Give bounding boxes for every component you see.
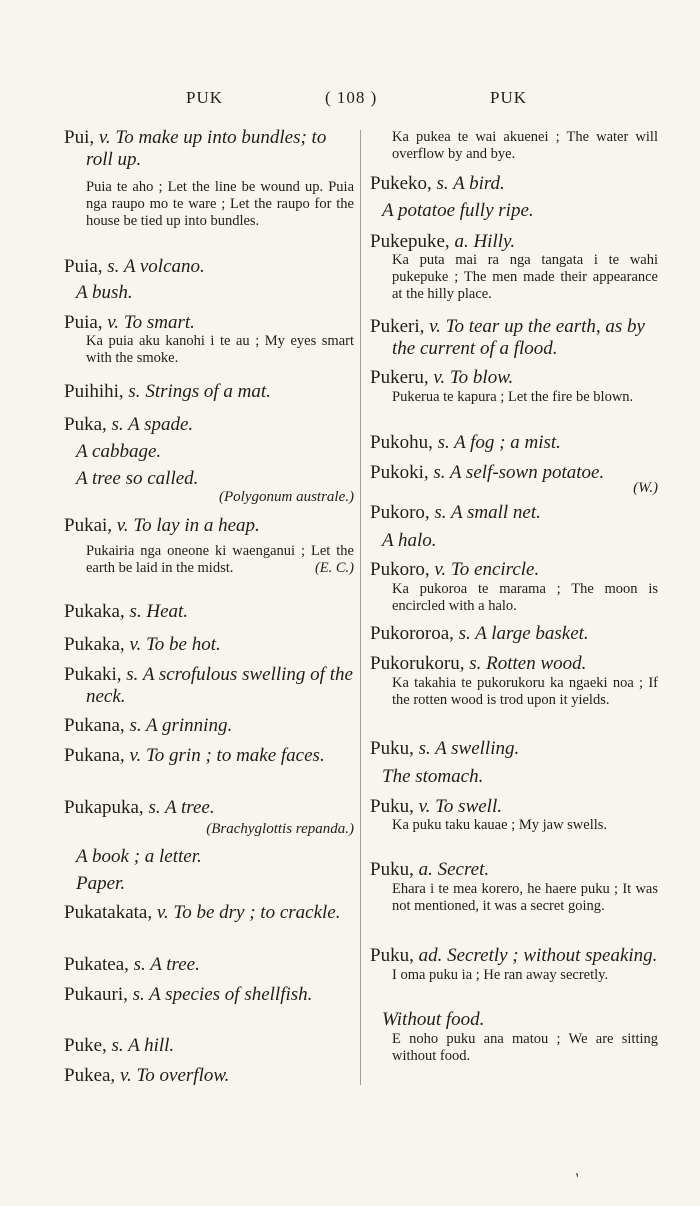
part-of-speech: s. bbox=[433, 462, 450, 483]
headword: Puihihi, bbox=[64, 381, 129, 402]
definition: Secret. bbox=[437, 859, 490, 880]
entry-headline bbox=[370, 559, 658, 581]
entry-headline bbox=[64, 515, 354, 537]
headword: Puia, bbox=[64, 256, 108, 277]
definition: To swell. bbox=[435, 796, 502, 817]
entry-headline bbox=[370, 173, 658, 195]
botanical-citation: (W.) bbox=[633, 480, 658, 496]
part-of-speech: s. bbox=[126, 664, 143, 685]
part-of-speech: s. bbox=[469, 653, 487, 674]
headword: Pukororoa, bbox=[370, 623, 459, 644]
definition: Strings of a mat. bbox=[145, 381, 271, 402]
entry-headline bbox=[64, 902, 354, 924]
headword: Puku, bbox=[370, 859, 419, 880]
part-of-speech: v. bbox=[434, 559, 451, 580]
part-of-speech: v. bbox=[156, 902, 174, 923]
entry-headline bbox=[370, 738, 658, 760]
headword: Pukeru, bbox=[370, 367, 434, 388]
entry-headline bbox=[370, 945, 658, 967]
headword: Pukea, bbox=[64, 1065, 120, 1086]
headword: Pukoki, bbox=[370, 462, 434, 483]
entry-headline bbox=[64, 715, 354, 737]
definition: To lay in a heap. bbox=[133, 515, 260, 536]
part-of-speech: v. bbox=[418, 796, 436, 817]
definition: A bird. bbox=[453, 173, 505, 194]
headword: Puke, bbox=[64, 1035, 112, 1056]
entry-headline bbox=[64, 664, 354, 708]
headword: Puku, bbox=[370, 945, 419, 966]
usage-example bbox=[86, 179, 354, 230]
definition: A large basket. bbox=[475, 623, 589, 644]
headword: Pukana, bbox=[64, 745, 130, 766]
part-of-speech: v. bbox=[119, 1065, 137, 1086]
part-of-speech: s. bbox=[148, 797, 165, 818]
definition: A swelling. bbox=[435, 738, 520, 759]
entry-headline bbox=[370, 231, 658, 253]
example-text: Ka pukoroa te marama ; The moon is encircled with a halo. bbox=[392, 581, 658, 614]
entry-headline bbox=[370, 796, 658, 818]
headword: Pukaka, bbox=[64, 634, 130, 655]
headword: Puku, bbox=[370, 738, 419, 759]
part-of-speech: s. bbox=[129, 715, 146, 736]
usage-example bbox=[392, 1031, 658, 1065]
definition: A self-sown potatoe. bbox=[449, 462, 605, 483]
part-of-speech: s. bbox=[129, 601, 147, 622]
headword: Pukepuke, bbox=[370, 231, 455, 252]
headword: Pukatea, bbox=[64, 954, 134, 975]
headword: Pukaka, bbox=[64, 601, 130, 622]
entry-headline bbox=[64, 381, 354, 403]
part-of-speech: s. bbox=[128, 381, 146, 402]
entry-headline bbox=[64, 414, 354, 436]
entry-headline bbox=[370, 316, 658, 360]
usage-example bbox=[392, 967, 658, 984]
headword: Pukorukoru, bbox=[370, 653, 470, 674]
definition: Secretly ; without speaking. bbox=[447, 945, 658, 966]
usage-example bbox=[392, 252, 658, 303]
headword: Puka, bbox=[64, 414, 112, 435]
definition: A species of shellfish. bbox=[149, 984, 313, 1005]
definition: A tree. bbox=[150, 954, 200, 975]
usage-example bbox=[392, 881, 658, 915]
entry-headline bbox=[64, 256, 354, 278]
entry-headline bbox=[370, 623, 658, 645]
definition: Rotten wood. bbox=[486, 653, 587, 674]
additional-sense: Paper. bbox=[76, 873, 126, 894]
definition: A spade. bbox=[128, 414, 194, 435]
botanical-citation: (Polygonum australe.) bbox=[219, 489, 354, 505]
additional-sense: A book ; a letter. bbox=[76, 846, 202, 867]
part-of-speech: s. bbox=[437, 432, 455, 453]
headword: Pukohu, bbox=[370, 432, 438, 453]
example-text: Pukerua te kapura ; Let the fire be blown. bbox=[392, 389, 634, 405]
definition: To encircle. bbox=[450, 559, 540, 580]
definition: A volcano. bbox=[123, 256, 205, 277]
definition: To be hot. bbox=[145, 634, 221, 655]
definition: To blow. bbox=[449, 367, 514, 388]
example-text: Ka puku taku kauae ; My jaw swells. bbox=[392, 817, 608, 833]
entry-headline bbox=[64, 601, 354, 623]
headword: Pukapuka, bbox=[64, 797, 149, 818]
entry-headline bbox=[370, 367, 658, 389]
headword: Pukana, bbox=[64, 715, 130, 736]
additional-sense: A tree so called. bbox=[76, 468, 199, 489]
additional-sense: A halo. bbox=[382, 530, 437, 551]
headword: Pukoro, bbox=[370, 502, 435, 523]
example-text: Ehara i te mea korero, he haere puku ; It was not mentioned, it was a secret going. bbox=[392, 881, 658, 914]
definition: A fog ; a mist. bbox=[454, 432, 561, 453]
entry-headline bbox=[64, 127, 354, 171]
definition: To grin ; to make faces. bbox=[145, 745, 325, 766]
part-of-speech: a. bbox=[454, 231, 474, 252]
part-of-speech: s. bbox=[434, 502, 451, 523]
part-of-speech: ad. bbox=[418, 945, 448, 966]
botanical-citation: (Brachyglottis repanda.) bbox=[206, 821, 354, 837]
part-of-speech: s. bbox=[418, 738, 436, 759]
definition: A scrofulous swelling of the neck. bbox=[86, 664, 353, 707]
headword: Pukeko, bbox=[370, 173, 437, 194]
example-text: Ka puta mai ra nga tangata i te wahi pukepuke ; The men made their appearance at the hilly place. bbox=[392, 252, 658, 302]
usage-example bbox=[86, 333, 354, 367]
additional-sense: A cabbage. bbox=[76, 441, 162, 462]
entry-headline bbox=[64, 312, 354, 334]
usage-example bbox=[392, 675, 658, 709]
part-of-speech: v. bbox=[107, 312, 124, 333]
definition: To be dry ; to crackle. bbox=[173, 902, 341, 923]
part-of-speech: s. bbox=[107, 256, 124, 277]
usage-example bbox=[392, 817, 658, 834]
entry-headline bbox=[370, 859, 658, 881]
definition: To tear up the earth, as by the current of a flood. bbox=[392, 316, 645, 359]
example-text: Puia te aho ; Let the line be wound up. Puia nga raupo mo te ware ; Let the raupo for the house be tied up into bundles. bbox=[86, 179, 354, 229]
headword: Pukeri, bbox=[370, 316, 430, 337]
definition: To overflow. bbox=[136, 1065, 230, 1086]
definition: A hill. bbox=[128, 1035, 175, 1056]
additional-sense: A potatoe fully ripe. bbox=[382, 200, 534, 221]
entry-headline bbox=[370, 653, 658, 675]
part-of-speech: s. bbox=[132, 984, 150, 1005]
entry-headline bbox=[64, 745, 354, 767]
part-of-speech: s. bbox=[133, 954, 151, 975]
headword: Pukai, bbox=[64, 515, 117, 536]
usage-example bbox=[392, 129, 658, 163]
part-of-speech: s. bbox=[436, 173, 454, 194]
entry-headline bbox=[64, 634, 354, 656]
example-text: Pukairia nga oneone ki waenganui ; Let the earth be laid in the midst. bbox=[86, 543, 354, 576]
example-text: Ka pukea te wai akuenei ; The water will overflow by and bye. bbox=[392, 129, 658, 162]
headword: Pukauri, bbox=[64, 984, 133, 1005]
usage-example bbox=[86, 543, 354, 577]
additional-sense: Without food. bbox=[382, 1009, 485, 1030]
definition: To smart. bbox=[123, 312, 195, 333]
additional-sense: A bush. bbox=[76, 282, 133, 303]
part-of-speech: v. bbox=[116, 515, 134, 536]
part-of-speech: s. bbox=[111, 1035, 129, 1056]
example-text: I oma puku ia ; He ran away secretly. bbox=[392, 967, 609, 983]
page-number: ( 108 ) bbox=[325, 88, 378, 107]
entry-headline bbox=[370, 502, 658, 524]
additional-sense: The stomach. bbox=[382, 766, 484, 787]
part-of-speech: v. bbox=[98, 127, 116, 148]
part-of-speech: a. bbox=[418, 859, 438, 880]
definition: A grinning. bbox=[146, 715, 233, 736]
definition: Heat. bbox=[146, 601, 189, 622]
definition: A small net. bbox=[450, 502, 541, 523]
headword: Pui, bbox=[64, 127, 99, 148]
example-text: E noho puku ana matou ; We are sitting without food. bbox=[392, 1031, 658, 1064]
entry-headline bbox=[370, 432, 658, 454]
usage-example bbox=[392, 389, 658, 406]
running-header-right: PUK bbox=[490, 88, 528, 107]
headword: Puia, bbox=[64, 312, 108, 333]
example-text: Ka takahia te pukorukoru ka ngaeki noa ; If the rotten wood is trod upon it yields. bbox=[392, 675, 658, 708]
column-rule bbox=[360, 130, 361, 1085]
headword: Pukatakata, bbox=[64, 902, 157, 923]
page-mark: ʹ bbox=[573, 1170, 586, 1187]
part-of-speech: v. bbox=[129, 634, 146, 655]
definition: To make up into bundles; to roll up. bbox=[86, 127, 327, 170]
entry-headline bbox=[64, 797, 354, 819]
entry-headline bbox=[64, 954, 354, 976]
headword: Pukoro, bbox=[370, 559, 435, 580]
part-of-speech: v. bbox=[433, 367, 450, 388]
part-of-speech: v. bbox=[129, 745, 146, 766]
entry-headline bbox=[64, 1035, 354, 1057]
definition: A tree. bbox=[165, 797, 215, 818]
headword: Pukaki, bbox=[64, 664, 127, 685]
part-of-speech: v. bbox=[429, 316, 446, 337]
running-header-left: PUK bbox=[186, 88, 224, 107]
entry-headline bbox=[64, 1065, 354, 1087]
entry-headline bbox=[64, 984, 354, 1006]
usage-example bbox=[392, 581, 658, 615]
part-of-speech: s. bbox=[458, 623, 476, 644]
definition: Hilly. bbox=[473, 231, 516, 252]
example-source: (E. C.) bbox=[314, 560, 354, 576]
headword: Puku, bbox=[370, 796, 419, 817]
part-of-speech: s. bbox=[111, 414, 129, 435]
example-text: Ka puia aku kanohi i te au ; My eyes smart with the smoke. bbox=[86, 333, 354, 366]
